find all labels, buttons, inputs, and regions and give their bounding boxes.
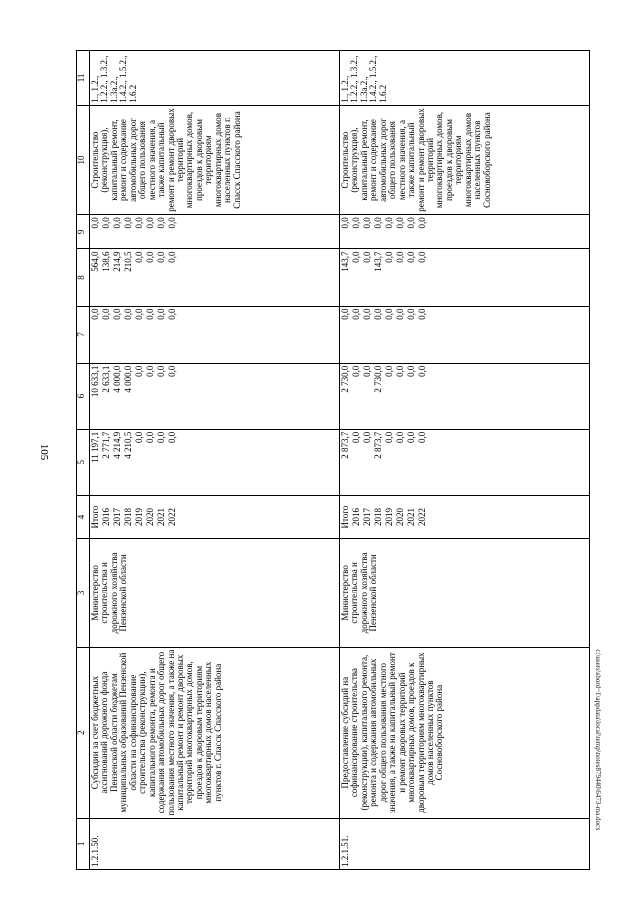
value: 0,0 — [395, 365, 405, 377]
measure-description: Предоставление субсидий на софинансирование строительства (реконструкции), капитального ремонта, ремонта и содержания автомобильных дорог общего пользования местного значения, а также на капитальный ремонт и ремонт дворовых территорий многоквартирных домов, проездов к дворовым территориям многоквартирных домов населенных пунктов Сосновоборского района — [340, 647, 590, 818]
value: 4 214,9 — [112, 431, 122, 459]
col-header: 4 — [77, 495, 90, 538]
value: 0,0 — [123, 308, 133, 320]
value: 564,0 — [90, 251, 100, 272]
col-header: 7 — [77, 306, 90, 363]
years-cell — [340, 495, 590, 538]
executor: Министерство строительства и дорожного хозяйства Пензенской области — [340, 539, 590, 647]
column-number-row — [77, 51, 90, 870]
value: 0,0 — [417, 308, 427, 320]
value: 0,0 — [384, 431, 394, 443]
other-sources-cell — [340, 215, 590, 249]
indicator-links: 1., 1.2., 1.2.2., 1.3.2., 1.3а.2., 1.4.2., 1.5.2., 1.6.2 — [90, 51, 340, 106]
value: 0,0 — [406, 308, 416, 320]
value: 0,0 — [417, 251, 427, 263]
program-table — [76, 50, 590, 870]
value: 4 000,0 — [112, 365, 122, 393]
regional-budget-cell — [90, 363, 340, 429]
value: 0,0 — [351, 251, 361, 263]
value: 0,0 — [351, 217, 361, 229]
value: 2 771,7 — [101, 431, 111, 459]
value: 4 210,5 — [123, 431, 133, 459]
value: 0,0 — [112, 308, 122, 320]
value: 0,0 — [384, 308, 394, 320]
value: 0,0 — [101, 217, 111, 229]
col-header: 2 — [77, 647, 90, 818]
year: 2016 — [351, 508, 361, 527]
value: 0,0 — [145, 431, 155, 443]
total-funding-cell — [90, 429, 340, 495]
value: 0,0 — [340, 217, 350, 229]
year: Итого — [90, 505, 100, 529]
value: 210,5 — [123, 251, 133, 272]
value: 0,0 — [406, 365, 416, 377]
row-number: 1.2.1.50. — [90, 818, 340, 869]
year: 2017 — [362, 508, 372, 527]
value: 138,6 — [101, 251, 111, 272]
value: 0,0 — [406, 431, 416, 443]
row-number: 1.2.1.51. — [340, 818, 590, 869]
col-header: 5 — [77, 429, 90, 495]
year: Итого — [340, 505, 350, 529]
value: 11 197,1 — [90, 431, 100, 463]
value: 0,0 — [156, 431, 166, 443]
value: 0,0 — [351, 365, 361, 377]
year: 2020 — [395, 508, 405, 527]
value: 0,0 — [134, 308, 144, 320]
value: 0,0 — [156, 308, 166, 320]
value: 0,0 — [395, 308, 405, 320]
value: 0,0 — [395, 217, 405, 229]
value: 10 633,1 — [90, 365, 100, 398]
year: 2018 — [123, 508, 133, 527]
footer-file-path: c:\users\sbord~1\appdata\local\temp\notes879440\6473-ma.docx — [594, 649, 602, 831]
value: 0,0 — [156, 251, 166, 263]
value: 0,0 — [90, 308, 100, 320]
value: 0,0 — [156, 217, 166, 229]
value: 0,0 — [145, 365, 155, 377]
col-header: 3 — [77, 539, 90, 647]
local-budget-cell — [340, 249, 590, 306]
regional-budget-cell — [340, 363, 590, 429]
value: 0,0 — [406, 217, 416, 229]
local-budget-cell — [90, 249, 340, 306]
value: 0,0 — [384, 251, 394, 263]
value: 0,0 — [351, 431, 361, 443]
expected-result: Строительство (реконструкция), капитальный ремонт, ремонт и содержание автомобильных дорог общего пользования местного значения, а также капитальный ремонт и ремонт дворовых территорий многоквартирных домов, проездов к дворовым территориям многоквартирных домов населенных пунктов г. Спасск Спасского района — [90, 105, 340, 215]
rotated-table-container — [76, 50, 596, 870]
year: 2016 — [101, 508, 111, 527]
value: 0,0 — [351, 308, 361, 320]
value: 0,0 — [167, 431, 177, 443]
value: 0,0 — [417, 217, 427, 229]
value: 0,0 — [417, 365, 427, 377]
value: 0,0 — [112, 217, 122, 229]
value: 0,0 — [167, 308, 177, 320]
value: 0,0 — [134, 251, 144, 263]
year: 2018 — [373, 508, 383, 527]
year: 2022 — [417, 508, 427, 527]
value: 214,9 — [112, 251, 122, 272]
value: 0,0 — [362, 308, 372, 320]
col-header: 11 — [77, 51, 90, 106]
value: 0,0 — [145, 308, 155, 320]
page-number: 105 — [38, 443, 50, 461]
value: 0,0 — [145, 217, 155, 229]
year: 2019 — [134, 508, 144, 527]
total-funding-cell — [340, 429, 590, 495]
table-row — [90, 51, 340, 870]
other-sources-cell — [90, 215, 340, 249]
value: 0,0 — [90, 217, 100, 229]
value: 2 873,7 — [373, 431, 383, 459]
expected-result: Строительство (реконструкция), капитальный ремонт, ремонт и содержание автомобильных дорог общего пользования местного значения, а также капитальный ремонт и ремонт дворовых территорий многоквартирных домов, проездов к дворовым территориям многоквартирных домов населенных пунктов Сосновоборского района — [340, 105, 590, 215]
value: 0,0 — [362, 217, 372, 229]
value: 4 000,0 — [123, 365, 133, 393]
value: 143,7 — [373, 251, 383, 272]
year: 2020 — [145, 508, 155, 527]
value: 0,0 — [417, 431, 427, 443]
value: 0,0 — [362, 251, 372, 263]
measure-description: Субсидии за счет бюджетных ассигнований дорожного фонда Пензенской области бюджетам муниципальных образований Пензенской области на софинансирование строительства (реконструкции), капитального ремонта, ремонта и содержания автомобильных дорог общего пользования местного значения, а также на капитальный ремонт и ремонт дворовых территорий многоквартирных домов, проездов к дворовым территориям многоквартирных домов населенных пунктов г. Спасск Спасского района — [90, 647, 340, 818]
value: 0,0 — [134, 217, 144, 229]
year: 2019 — [384, 508, 394, 527]
value: 0,0 — [340, 308, 350, 320]
value: 2 730,0 — [373, 365, 383, 393]
value: 0,0 — [167, 251, 177, 263]
value: 0,0 — [384, 217, 394, 229]
value: 2 873,7 — [340, 431, 350, 459]
value: 0,0 — [406, 251, 416, 263]
value: 143,7 — [340, 251, 350, 272]
federal-budget-cell — [340, 306, 590, 363]
value: 0,0 — [362, 431, 372, 443]
col-header: 6 — [77, 363, 90, 429]
col-header: 1 — [77, 818, 90, 869]
value: 2 633,1 — [101, 365, 111, 393]
federal-budget-cell — [90, 306, 340, 363]
years-cell — [90, 495, 340, 538]
value: 0,0 — [373, 308, 383, 320]
value: 0,0 — [167, 365, 177, 377]
value: 0,0 — [362, 365, 372, 377]
indicator-links: 1., 1.2., 1.2.2., 1.3.2., 1.3а.2., 1.4.2., 1.5.2., 1.6.2 — [340, 51, 590, 106]
value: 2 730,0 — [340, 365, 350, 393]
col-header: 9 — [77, 215, 90, 249]
value: 0,0 — [395, 431, 405, 443]
value: 0,0 — [373, 217, 383, 229]
year: 2017 — [112, 508, 122, 527]
col-header: 8 — [77, 249, 90, 306]
table-row — [340, 51, 590, 870]
value: 0,0 — [384, 365, 394, 377]
year: 2021 — [156, 508, 166, 527]
value: 0,0 — [167, 217, 177, 229]
year: 2021 — [406, 508, 416, 527]
value: 0,0 — [134, 365, 144, 377]
col-header: 10 — [77, 105, 90, 215]
value: 0,0 — [101, 308, 111, 320]
value: 0,0 — [123, 217, 133, 229]
executor: Министерство строительства и дорожного хозяйства Пензенской области — [90, 539, 340, 647]
value: 0,0 — [134, 431, 144, 443]
value: 0,0 — [395, 251, 405, 263]
value: 0,0 — [156, 365, 166, 377]
year: 2022 — [167, 508, 177, 527]
value: 0,0 — [145, 251, 155, 263]
